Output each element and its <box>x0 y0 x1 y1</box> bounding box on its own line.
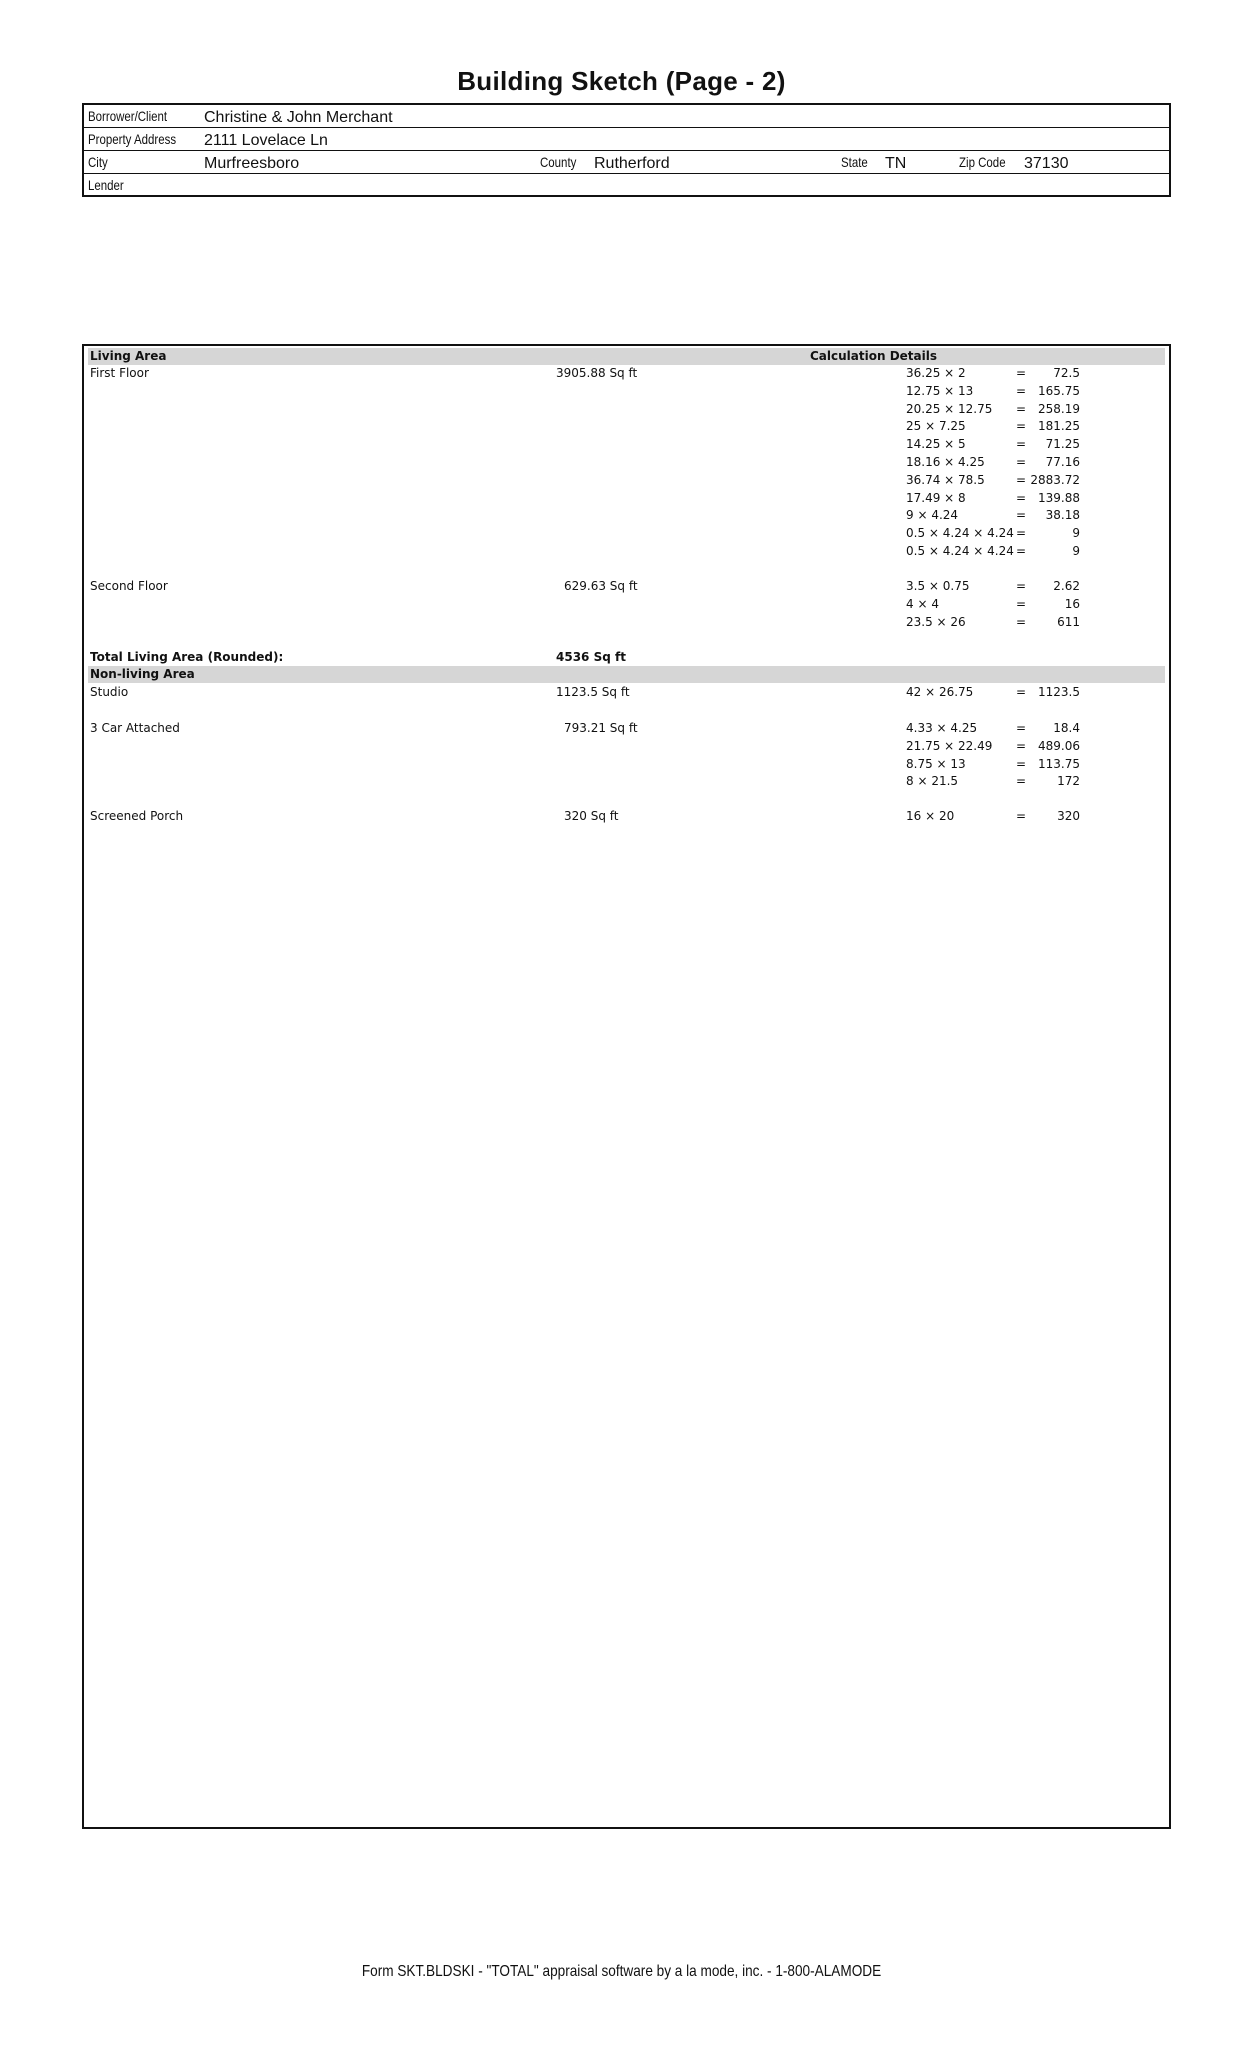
calc-expression: 36.25 × 2 <box>906 366 966 380</box>
calc-operator: = <box>1016 366 1027 380</box>
county-value: Rutherford <box>594 155 670 172</box>
calc-result: 71.25 <box>1045 437 1080 452</box>
calc-expression: 4 × 4 <box>906 596 939 611</box>
page-title: Building Sketch (Page - 2) <box>457 66 786 96</box>
garage-area: 793.21 Sq ft <box>564 721 638 735</box>
calc-expression: 36.74 × 78.5 <box>906 472 985 487</box>
calc-result: 9 <box>1072 526 1080 541</box>
state-label: State <box>841 154 868 170</box>
lender-row <box>84 174 1169 196</box>
calc-result: 489.06 <box>1038 738 1080 753</box>
calculation-panel <box>82 344 1171 1829</box>
state-value: TN <box>885 155 907 172</box>
calc-expression: 8.75 × 13 <box>906 756 966 771</box>
calc-operator: = <box>1016 508 1027 523</box>
calc-expression: 16 × 20 <box>906 809 955 823</box>
borrower-label: Borrower/Client <box>88 108 168 124</box>
calc-result: 77.16 <box>1045 455 1080 469</box>
calc-result: 2.62 <box>1053 579 1080 593</box>
living-area-header: Living Area <box>90 349 167 363</box>
first-floor-label: First Floor <box>90 366 149 380</box>
calc-operator: = <box>1016 721 1027 735</box>
calc-expression: 4.33 × 4.25 <box>906 721 978 735</box>
screened-porch-label: Screened Porch <box>90 809 184 823</box>
county-label: County <box>540 154 577 170</box>
calc-expression: 14.25 × 5 <box>906 437 966 452</box>
studio-label: Studio <box>90 685 129 699</box>
calc-operator: = <box>1016 437 1027 452</box>
calculation-details-header: Calculation Details <box>810 349 938 363</box>
city-label: City <box>88 154 108 170</box>
calc-result: 72.5 <box>1053 366 1080 380</box>
calc-operator: = <box>1016 738 1027 753</box>
calc-expression: 8 × 21.5 <box>906 774 959 789</box>
calc-result: 139.88 <box>1038 490 1080 505</box>
city-row <box>84 151 1169 174</box>
calc-result: 611 <box>1057 614 1080 629</box>
calc-result: 9 <box>1072 544 1080 558</box>
first-floor-area: 3905.88 Sq ft <box>556 366 638 380</box>
calc-result: 38.18 <box>1045 508 1080 523</box>
calc-result: 181.25 <box>1038 419 1080 434</box>
calc-expression: 23.5 × 26 <box>906 614 966 629</box>
calc-expression: 9 × 4.24 <box>906 508 959 523</box>
second-floor-label: Second Floor <box>90 579 168 593</box>
calc-result: 16 <box>1064 596 1080 611</box>
calc-operator: = <box>1016 774 1027 789</box>
property-info-table <box>82 103 1171 197</box>
calc-result: 113.75 <box>1038 756 1080 771</box>
calc-operator: = <box>1016 809 1027 823</box>
calc-expression: 0.5 × 4.24 × 4.24 <box>906 526 1014 541</box>
calc-expression: 18.16 × 4.25 <box>906 455 985 469</box>
calc-result: 320 <box>1057 809 1080 823</box>
calc-operator: = <box>1016 614 1027 629</box>
zip-value: 37130 <box>1024 155 1069 172</box>
calc-expression: 21.75 × 22.49 <box>906 738 993 753</box>
calc-expression: 17.49 × 8 <box>906 490 966 505</box>
calc-operator: = <box>1016 455 1027 469</box>
calc-operator: = <box>1016 526 1027 541</box>
form-footer <box>0 1963 1243 1981</box>
non-living-area-header-bar <box>88 666 1165 683</box>
borrower-row <box>84 105 1169 128</box>
calc-expression: 12.75 × 13 <box>906 383 974 398</box>
calc-operator: = <box>1016 579 1027 593</box>
calc-operator: = <box>1016 756 1027 771</box>
total-living-area-label: Total Living Area (Rounded): <box>90 650 284 664</box>
calc-operator: = <box>1016 490 1027 505</box>
footer-text: Form SKT.BLDSKI - "TOTAL" appraisal software by a la mode, inc. - 1-800-ALAMODE <box>361 1963 882 1980</box>
screened-porch-area: 320 Sq ft <box>564 809 619 823</box>
calc-result: 18.4 <box>1053 721 1080 735</box>
calc-expression: 0.5 × 4.24 × 4.24 <box>906 544 1014 558</box>
calc-operator: = <box>1016 685 1027 699</box>
non-living-area-header: Non-living Area <box>90 667 195 681</box>
calc-expression: 20.25 × 12.75 <box>906 401 993 416</box>
calc-result: 2883.72 <box>1030 472 1080 487</box>
garage-label: 3 Car Attached <box>90 721 180 735</box>
city-value: Murfreesboro <box>204 155 300 172</box>
zip-label: Zip Code <box>959 154 1006 170</box>
second-floor-area: 629.63 Sq ft <box>564 579 638 593</box>
calc-operator: = <box>1016 544 1027 558</box>
calc-expression: 25 × 7.25 <box>906 419 966 434</box>
calc-result: 1123.5 <box>1038 685 1080 699</box>
calc-operator: = <box>1016 401 1027 416</box>
calc-operator: = <box>1016 383 1027 398</box>
living-area-header-bar <box>88 348 1165 365</box>
calc-operator: = <box>1016 419 1027 434</box>
calc-expression: 3.5 × 0.75 <box>906 579 970 593</box>
calc-operator: = <box>1016 472 1027 487</box>
address-value: 2111 Lovelace Ln <box>204 132 328 149</box>
borrower-value: Christine & John Merchant <box>204 109 393 126</box>
calc-result: 165.75 <box>1038 383 1080 398</box>
address-label: Property Address <box>88 131 177 147</box>
calc-result: 172 <box>1057 774 1080 789</box>
studio-area: 1123.5 Sq ft <box>556 685 630 699</box>
address-row <box>84 128 1169 151</box>
calc-expression: 42 × 26.75 <box>906 685 974 699</box>
total-living-area-value: 4536 Sq ft <box>556 650 626 664</box>
lender-label: Lender <box>88 177 124 193</box>
calc-operator: = <box>1016 596 1027 611</box>
calc-result: 258.19 <box>1038 401 1080 416</box>
